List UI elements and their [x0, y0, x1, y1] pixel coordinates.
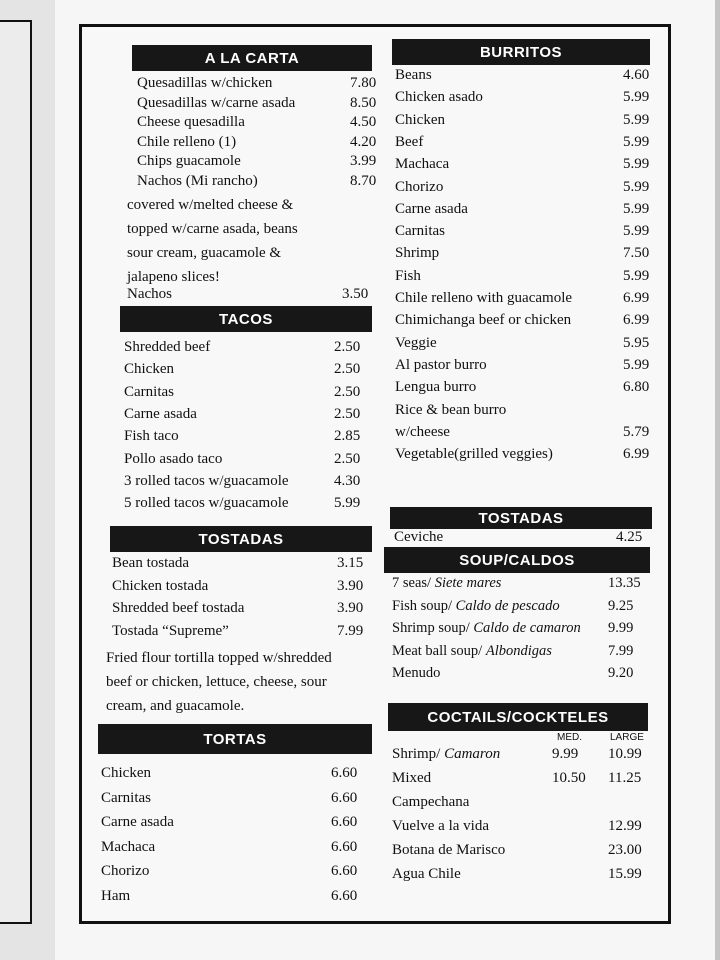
item-name: 3 rolled tacos w/guacamole — [124, 472, 289, 489]
item-name: 5 rolled tacos w/guacamole — [124, 495, 289, 512]
menu-item — [395, 89, 649, 111]
item-name: Agua Chile — [392, 866, 461, 882]
item-price-large: 10.99 — [608, 746, 642, 762]
menu-item — [124, 406, 374, 428]
item-name: Fish soup/ Caldo de pescado — [392, 597, 560, 614]
description-line: covered w/melted cheese & — [127, 197, 294, 213]
tortas-header: TORTAS — [98, 724, 372, 754]
item-price: 6.60 — [331, 838, 358, 855]
menu-item — [101, 863, 371, 888]
menu-item — [395, 290, 649, 312]
item-price-large: 15.99 — [608, 866, 642, 882]
item-name-spanish: Camaron — [444, 746, 501, 762]
nachos-description — [127, 193, 387, 289]
menu-item — [137, 153, 377, 173]
item-price: 5.95 — [623, 334, 650, 351]
medium-column-label: MED. — [557, 732, 582, 743]
menu-item — [395, 357, 649, 379]
item-price: 6.60 — [331, 814, 358, 830]
item-price: 5.99 — [334, 495, 361, 512]
menu-item — [101, 839, 371, 864]
item-price: 6.60 — [331, 765, 358, 781]
menu-item — [112, 578, 374, 601]
description-line: jalapeno slices! — [127, 269, 220, 285]
item-name: Lengua burro — [395, 379, 477, 396]
item-price: 2.50 — [334, 405, 361, 422]
item-price: 3.50 — [342, 286, 369, 302]
item-price: 4.30 — [334, 472, 361, 489]
large-column-label: LARGE — [610, 732, 644, 743]
item-name: Nachos (Mi rancho) — [137, 173, 258, 189]
item-name: Chorizo — [101, 863, 150, 879]
menu-item — [395, 335, 649, 357]
item-price-large: 23.00 — [608, 842, 642, 858]
item-price: 6.60 — [331, 863, 358, 879]
item-name: Chorizo — [395, 178, 444, 195]
menu-item — [137, 95, 377, 115]
item-price: 5.99 — [623, 356, 650, 373]
menu-item — [395, 179, 649, 201]
menu-item — [101, 888, 371, 913]
item-name: Pollo asado taco — [124, 450, 223, 467]
item-name: Chile relleno (1) — [137, 133, 237, 150]
item-price: 7.99 — [608, 642, 634, 659]
item-price: 5.79 — [623, 423, 650, 440]
item-name: Fish taco — [124, 428, 179, 445]
item-name: Chicken — [124, 361, 174, 378]
item-price-large: 12.99 — [608, 818, 642, 834]
item-name: Tostada “Supreme” — [112, 622, 229, 639]
menu-item — [395, 156, 649, 178]
item-name: Al pastor burro — [395, 356, 487, 373]
menu-item — [392, 746, 650, 770]
item-name: Beans — [395, 67, 432, 83]
description-line: topped w/carne asada, beans — [127, 221, 298, 237]
item-price: 5.99 — [623, 200, 650, 217]
item-name-spanish: Siete mares — [434, 575, 502, 591]
menu-item — [392, 665, 650, 688]
menu-item — [112, 555, 374, 578]
menu-item — [395, 112, 649, 134]
item-name: Bean tostada — [112, 555, 190, 571]
item-name: Nachos — [127, 286, 172, 302]
menu-item — [392, 598, 650, 621]
item-name: Chimichanga beef or chicken — [395, 312, 572, 329]
item-price: 4.25 — [616, 529, 643, 545]
item-price: 4.50 — [350, 114, 377, 131]
item-price: 7.80 — [350, 75, 377, 91]
item-price: 5.99 — [623, 223, 650, 240]
menu-item — [124, 495, 374, 517]
item-price: 4.20 — [350, 133, 377, 150]
item-name: Carne asada — [101, 814, 174, 830]
item-price: 9.99 — [608, 620, 634, 636]
item-price: 5.99 — [623, 267, 650, 284]
menu-item — [392, 770, 650, 794]
item-name: Machaca — [395, 156, 450, 173]
menu-item — [137, 173, 377, 193]
item-name: Shredded beef — [124, 339, 211, 355]
item-name: Fish — [395, 267, 421, 284]
menu-item — [112, 600, 374, 623]
menu-item — [395, 402, 649, 424]
item-price: 3.99 — [350, 153, 377, 170]
menu-item — [392, 866, 650, 890]
item-price-medium: 9.99 — [552, 746, 579, 762]
item-price: 2.50 — [334, 450, 361, 467]
menu-item — [395, 134, 649, 156]
item-name: Shrimp soup/ Caldo de camaron — [392, 620, 581, 636]
item-name: w/cheese — [395, 423, 450, 440]
item-name: Ham — [101, 887, 131, 904]
item-price: 2.50 — [334, 361, 361, 378]
item-price: 2.50 — [334, 339, 361, 355]
item-price: 6.99 — [623, 446, 650, 463]
item-price-medium: 10.50 — [552, 770, 586, 786]
menu-item — [395, 446, 649, 468]
item-name: Ceviche — [394, 529, 444, 545]
adjacent-page-frame — [0, 20, 32, 924]
menu-item — [395, 312, 649, 334]
item-price: 3.15 — [337, 555, 364, 571]
item-name: Shrimp — [395, 245, 440, 262]
item-price: 6.60 — [331, 887, 358, 904]
item-name: Chips guacamole — [137, 153, 241, 170]
menu-item — [124, 428, 374, 450]
menu-item — [395, 245, 649, 267]
item-price: 5.99 — [623, 89, 650, 106]
a-la-carta-header: A LA CARTA — [132, 45, 372, 71]
item-name: Carnitas — [101, 789, 151, 806]
menu-item — [137, 114, 377, 134]
item-price: 8.50 — [350, 94, 377, 111]
item-name: Shrimp/ Camaron — [392, 746, 501, 762]
item-name: Chicken — [101, 765, 151, 781]
item-name: Carnitas — [124, 383, 174, 400]
item-price: 5.99 — [623, 178, 650, 195]
menu-item — [392, 643, 650, 666]
description-line: cream, and guacamole. — [106, 698, 245, 714]
item-name: Quesadillas w/chicken — [137, 75, 273, 91]
menu-item — [392, 818, 650, 842]
item-price: 13.35 — [608, 575, 641, 591]
item-name: Quesadillas w/carne asada — [137, 94, 296, 111]
menu-item — [392, 842, 650, 866]
item-name: Rice & bean burro — [395, 401, 507, 418]
item-name: Machaca — [101, 838, 156, 855]
soup-header: SOUP/CALDOS — [384, 547, 650, 573]
item-name: Chicken asado — [395, 89, 483, 106]
item-price: 4.60 — [623, 67, 650, 83]
item-price: 7.99 — [337, 622, 364, 639]
item-price: 8.70 — [350, 173, 377, 189]
item-name: Vegetable(grilled veggies) — [395, 446, 553, 463]
burritos-header: BURRITOS — [392, 39, 650, 65]
menu-item — [127, 286, 377, 306]
menu-item — [124, 473, 374, 495]
item-name: Veggie — [395, 334, 437, 351]
item-price: 9.25 — [608, 597, 634, 614]
menu-item — [124, 451, 374, 473]
menu-item — [101, 765, 371, 790]
description-line: sour cream, guacamole & — [127, 245, 282, 261]
item-price: 6.99 — [623, 290, 650, 306]
menu-item — [112, 623, 374, 646]
menu-item — [395, 67, 649, 89]
item-price: 7.50 — [623, 245, 650, 262]
item-price: 2.50 — [334, 383, 361, 400]
item-name: Shredded beef tostada — [112, 600, 245, 616]
item-name: Botana de Marisco — [392, 842, 506, 858]
item-name-spanish: Albondigas — [485, 642, 552, 659]
item-name: Menudo — [392, 665, 441, 681]
menu-item — [124, 339, 374, 361]
item-price-large: 11.25 — [608, 770, 642, 786]
menu-item — [137, 134, 377, 154]
item-name: Carnitas — [395, 223, 445, 240]
item-price: 5.99 — [623, 133, 650, 150]
item-name-spanish: Caldo de camaron — [473, 620, 581, 636]
item-name: Chicken — [395, 111, 445, 128]
menu-item — [395, 268, 649, 290]
menu-item — [395, 379, 649, 401]
item-name: Carne asada — [395, 200, 468, 217]
menu-item — [392, 620, 650, 643]
item-name: Chile relleno with guacamole — [395, 290, 573, 306]
tostada-description — [106, 646, 396, 718]
item-name: Vuelve a la vida — [392, 818, 489, 834]
menu-item — [101, 790, 371, 815]
item-price: 5.99 — [623, 111, 650, 128]
menu-item — [137, 75, 377, 95]
item-price: 6.99 — [623, 312, 650, 329]
cocktails-header: COCTAILS/COCKTELES — [388, 703, 648, 731]
menu-frame — [79, 24, 671, 924]
menu-item — [395, 424, 649, 446]
item-name-spanish: Caldo de pescado — [455, 597, 560, 614]
description-line: beef or chicken, lettuce, cheese, sour — [106, 674, 327, 690]
item-name: Beef — [395, 133, 424, 150]
tostadas-right-header: TOSTADAS — [390, 507, 652, 529]
menu-item — [392, 575, 650, 598]
menu-item — [394, 529, 648, 549]
menu-item — [124, 361, 374, 383]
menu-item — [395, 223, 649, 245]
item-price: 9.20 — [608, 665, 634, 681]
item-price: 5.99 — [623, 156, 650, 173]
menu-item — [392, 794, 650, 818]
item-name: Cheese quesadilla — [137, 114, 245, 131]
tostadas-left-header: TOSTADAS — [110, 526, 372, 552]
item-name: Meat ball soup/ Albondigas — [392, 642, 552, 659]
item-price: 6.60 — [331, 789, 358, 806]
menu-item — [395, 201, 649, 223]
description-line: Fried flour tortilla topped w/shredded — [106, 650, 332, 666]
item-name: Mixed — [392, 770, 432, 786]
tacos-header: TACOS — [120, 306, 372, 332]
item-name: Carne asada — [124, 405, 197, 422]
item-name: Campechana — [392, 794, 470, 810]
menu-item — [124, 384, 374, 406]
item-name: Chicken tostada — [112, 577, 209, 594]
item-price: 2.85 — [334, 428, 361, 445]
item-price: 3.90 — [337, 600, 364, 616]
item-name: 7 seas/ Siete mares — [392, 575, 502, 591]
menu-item — [101, 814, 371, 839]
item-price: 6.80 — [623, 379, 650, 396]
item-price: 3.90 — [337, 577, 364, 594]
